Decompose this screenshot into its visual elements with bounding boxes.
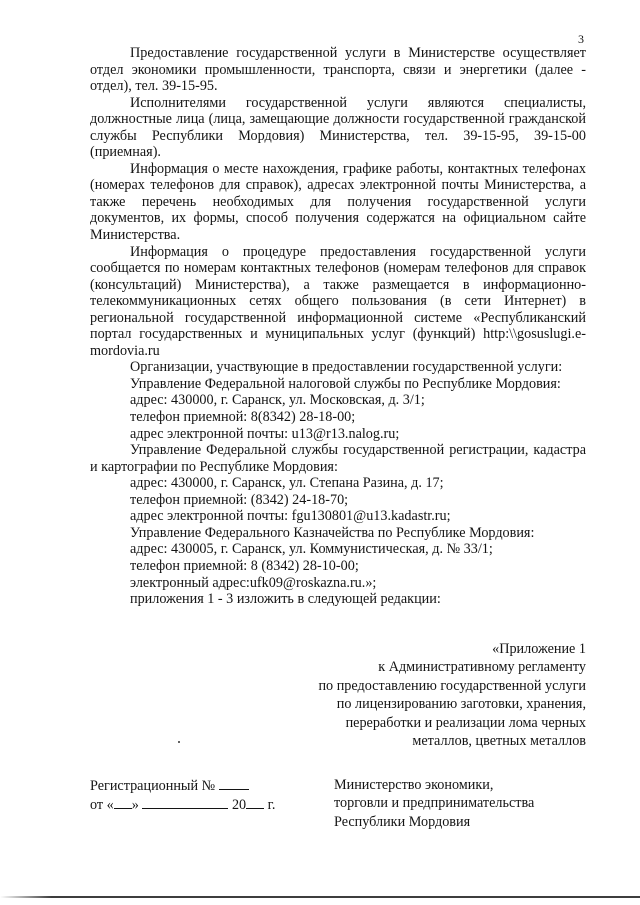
paragraph: телефон приемной: 8 (8342) 28-10-00; [130,557,359,574]
registration-year-blank [246,795,264,809]
paragraph: Предоставление государственной услуги в Министерстве осуществляет отдел экономики промышленности, транспорта, связи и энергетики (далее - отдел), тел. 39-15-95. [90,45,586,95]
paragraph: электронный адрес:ufk09@roskazna.ru.»; [130,574,377,591]
body-text [90,45,586,608]
registration-date-open: от « [90,797,114,814]
paragraph: приложения 1 - 3 изложить в следующей редакции: [130,591,441,608]
paragraph: телефон приемной: (8342) 24-18-70; [130,491,349,508]
registration-year-prefix: 20 [231,797,247,814]
appendix-header-line: переработки и реализации лома черных [345,714,586,731]
registration-number-label: Регистрационный № [90,778,216,794]
ministry-line: Министерство экономики, [334,777,494,793]
paragraph: телефон приемной: 8(8342) 28-18-00; [130,409,356,426]
paragraph: адрес: 430000, г. Саранск, ул. Степана Разина, д. 17; [130,475,444,492]
paragraph: Управление Федеральной налоговой службы по Республике Мордовия: [130,375,561,392]
appendix-header [318,640,586,750]
appendix-header-line: по лицензированию заготовки, хранения, [336,696,586,713]
registration-month-blank [142,795,228,809]
bottom-rule [0,896,640,898]
stray-dot [178,741,180,743]
paragraph: адрес электронной почты: u13@r13.nalog.ru; [130,425,400,442]
paragraph: Информация о месте нахождения, графике работы, контактных телефонах (номерах телефонов для справок), адресах электронной почты Министерства, а также перечень необходимых для получения государственной услуги документов, их формы, способ получения содержатся на официальном сайте Министерства. [90,160,586,244]
registration-day-blank [114,795,132,809]
appendix-header-line: металлов, цветных металлов [412,733,586,750]
appendix-header-line: по предоставлению государственной услуги [318,677,586,694]
registration-block [90,776,275,815]
appendix-header-line: к Административному регламенту [378,659,586,676]
registration-number-blank [219,776,249,790]
ministry-block [334,776,534,831]
appendix-header-line: «Приложение 1 [492,641,586,657]
registration-date-close: » [131,797,139,814]
paragraph: Информация о процедуре предоставления государственной услуги сообщается по номерам контактных телефонов (номерам телефонов для справок (консультаций) Министерства), а также размещается в информационно-телекоммуникационных сетях общего пользования (в сети Интернет) в региональной государственной информационной системе «Республиканский портал государственных и муниципальных услуг (функций) http:\\gosuslugi.e-mordovia.ru [90,243,586,359]
paragraph: Управление Федерального Казначейства по Республике Мордовия: [130,524,535,541]
ministry-line: Республики Мордовия [334,813,471,830]
paragraph: адрес электронной почты: fgu130801@u13.kadastr.ru; [130,508,451,525]
paragraph: адрес: 430000, г. Саранск, ул. Московская, д. 3/1; [130,392,425,409]
ministry-line: торговли и предпринимательства [334,795,535,812]
paragraph: Исполнителями государственной услуги являются специалисты, должностные лица (лица, замещающие должности государственной гражданской службы Республики Мордовия) Министерства, тел. 39-15-95, 39-15-00 (приемная). [90,94,586,161]
paragraph: Организации, участвующие в предоставлении государственной услуги: [130,359,563,376]
page-number: 3 [578,32,584,46]
paragraph: Управление Федеральной службы государственной регистрации, кадастра и картографии по Республике Мордовия: [90,442,586,475]
registration-year-suffix: г. [267,797,276,814]
paragraph: адрес: 430005, г. Саранск, ул. Коммунистическая, д. № 33/1; [130,541,493,558]
registration-date-line [90,795,275,814]
registration-number-line [90,776,275,795]
